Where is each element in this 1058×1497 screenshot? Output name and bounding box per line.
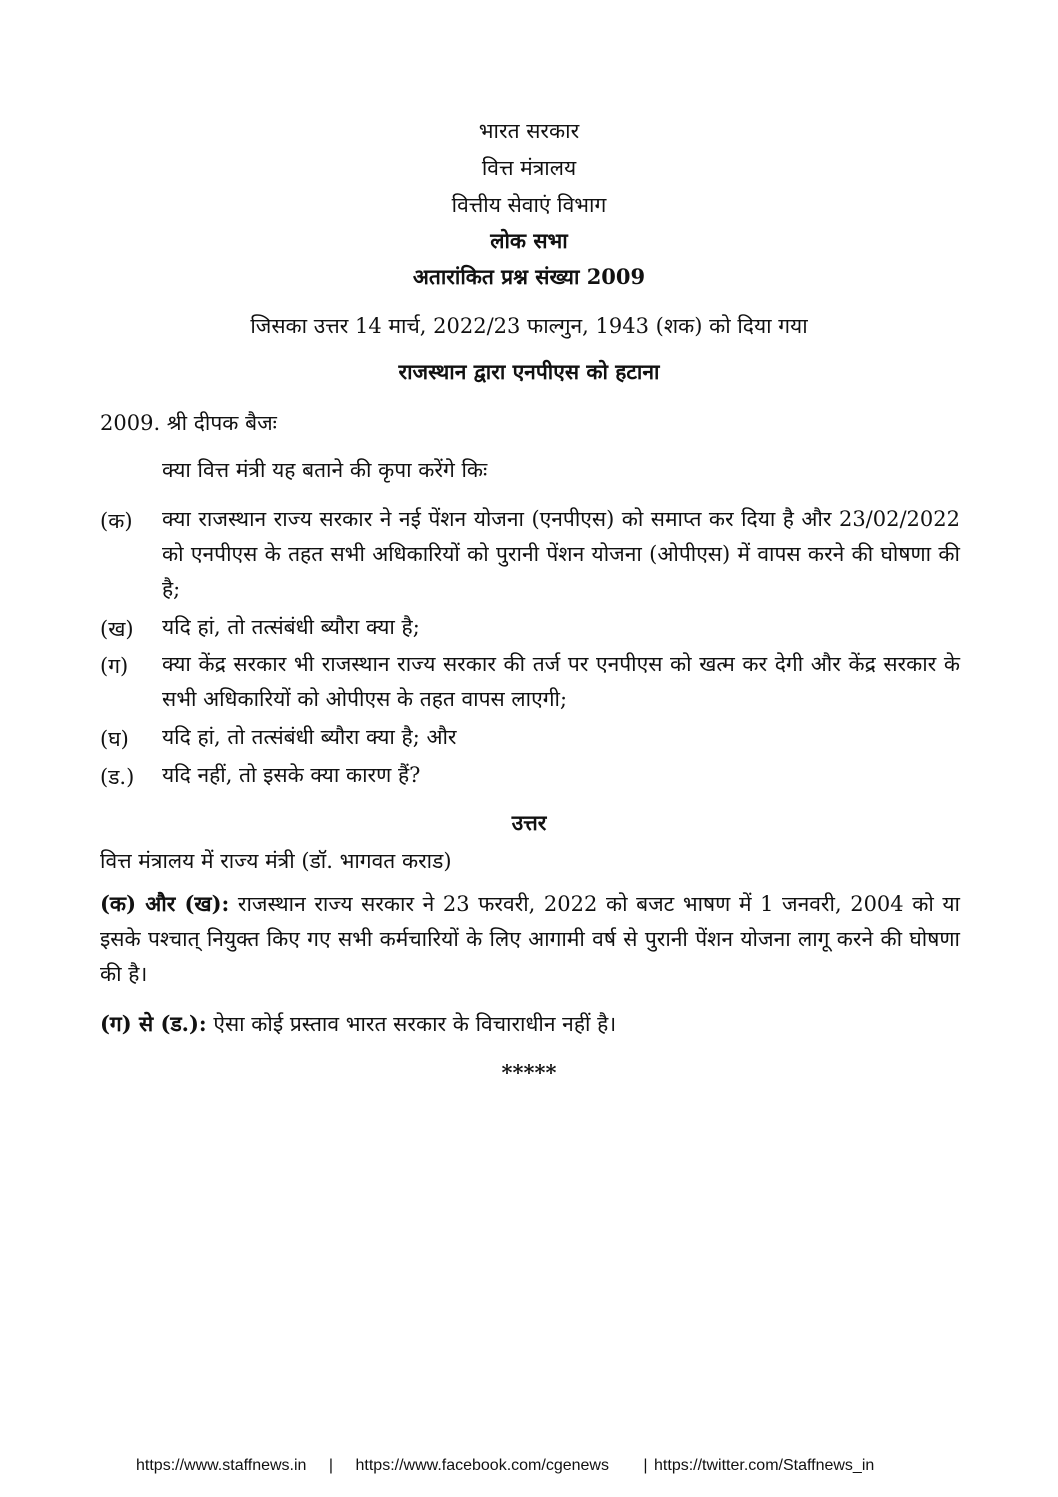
footer-link-facebook[interactable]: https://www.facebook.com/cgenews [355, 1457, 609, 1474]
question-item-text: यदि हां, तो तत्संबंधी ब्यौरा क्या है; [162, 615, 420, 639]
answer-paragraph-text: ऐसा कोई प्रस्ताव भारत सरकार के विचाराधीन नहीं है। [206, 1012, 617, 1036]
answer-paragraph-label: (ग) से (ड.): [100, 1011, 207, 1036]
question-item-label: (ड.) [100, 765, 135, 789]
answer-date: जिसका उत्तर 14 मार्च, 2022/23 फाल्गुन, 1943 (शक) को दिया गया [250, 314, 808, 338]
footer-links [136, 1456, 874, 1476]
footer-separator: | [328, 1457, 334, 1474]
footer-link-twitter[interactable]: https://twitter.com/Staffnews_in [654, 1457, 875, 1474]
question-asker: 2009. श्री दीपक बैजः [100, 411, 277, 435]
footer-separator: | [643, 1457, 648, 1474]
answer-paragraph-label: (क) और (ख): [100, 891, 230, 916]
footer-link-website[interactable]: https://www.staffnews.in [136, 1457, 307, 1474]
question-item-text: यदि हां, तो तत्संबंधी ब्यौरा क्या है; और [162, 725, 457, 749]
question-item-text: यदि नहीं, तो इसके क्या कारण हैं? [162, 763, 421, 787]
question-item-text: क्या केंद्र सरकार भी राजस्थान राज्य सरकार की तर्ज पर एनपीएस को खत्म कर देगी और केंद्र सरकार के सभी अधिकारियों को ओपीएस के तहत वापस लाएगी; [162, 652, 960, 711]
govt-name: भारत सरकार [478, 119, 580, 143]
house-name: लोक सभा [490, 228, 568, 253]
question-item-label: (ख) [100, 617, 134, 641]
answer-paragraph [100, 886, 960, 992]
question-item-label: (घ) [100, 727, 129, 751]
minister-name: वित्त मंत्रालय में राज्य मंत्री (डॉ. भागवत कराड) [100, 849, 452, 873]
question-intro: क्या वित्त मंत्री यह बताने की कृपा करेंगे किः [162, 458, 488, 482]
question-item-label: (ग) [100, 654, 129, 678]
question-item-text: क्या राजस्थान राज्य सरकार ने नई पेंशन योजना (एनपीएस) को समाप्त कर दिया है और 23/02/2022 को एनपीएस के तहत सभी अधिकारियों को पुरानी पेंशन योजना (ओपीएस) में वापस करने की घोषणा की है; [162, 507, 960, 601]
answer-paragraph-text: राजस्थान राज्य सरकार ने 23 फरवरी, 2022 को बजट भाषण में 1 जनवरी, 2004 को या इसके पश्चात् नियुक्त किए गए सभी कर्मचारियों के लिए आगामी वर्ष से पुरानी पेंशन योजना लागू करने की घोषणा की है। [100, 892, 960, 986]
answer-heading: उत्तर [511, 810, 547, 835]
question-number: अतारांकित प्रश्न संख्या 2009 [412, 264, 646, 289]
question-subject: राजस्थान द्वारा एनपीएस को हटाना [398, 359, 660, 384]
department-name: वित्तीय सेवाएं विभाग [451, 193, 607, 217]
question-item-label: (क) [100, 509, 133, 533]
ministry-name: वित्त मंत्रालय [481, 156, 577, 180]
end-mark: ***** [501, 1060, 557, 1085]
answer-paragraph [100, 1006, 960, 1042]
